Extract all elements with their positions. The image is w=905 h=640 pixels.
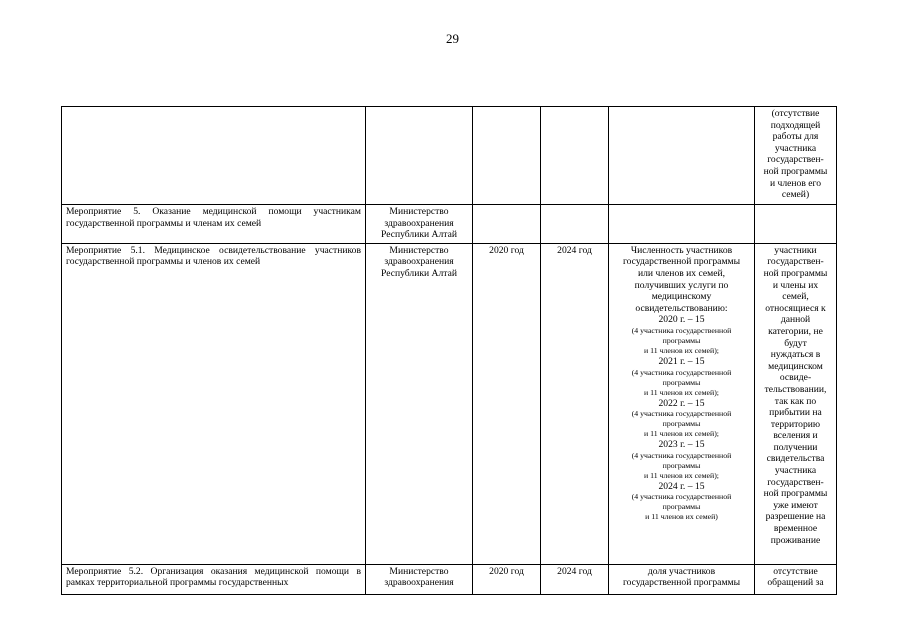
note-line: нуждаться в xyxy=(770,349,821,361)
executor-line: Министерство xyxy=(389,244,449,256)
page-number: 29 xyxy=(446,31,459,46)
indicator-line: и 11 членов их семей) xyxy=(645,512,718,522)
indicator-line: программы xyxy=(662,419,701,429)
end-year-cell: 2024 год xyxy=(541,564,609,594)
executor-line: Министерство xyxy=(389,565,449,577)
note-line: прибытии на xyxy=(769,407,822,419)
indicator-line: 2020 г. – 15 xyxy=(658,314,705,326)
note-line: тельствовании, xyxy=(764,383,827,395)
note-line: получении xyxy=(773,441,818,453)
table-row xyxy=(62,243,837,564)
note-line: подходящей xyxy=(770,119,821,131)
note-cell xyxy=(755,205,837,244)
start-year-cell: 2020 год xyxy=(473,243,541,564)
indicator-line: доля участников xyxy=(647,565,716,577)
executor-line: Республики Алтай xyxy=(381,267,457,279)
note-line: ной программы xyxy=(763,488,828,500)
executor-cell xyxy=(366,564,473,594)
note-line: свидетельства xyxy=(766,453,825,465)
indicator-line: 2023 г. – 15 xyxy=(658,439,705,451)
executor-line: здравоохранения xyxy=(384,217,454,229)
note-line: вселения и xyxy=(773,430,818,442)
indicator-cell xyxy=(609,243,755,564)
indicator-line: 2022 г. – 15 xyxy=(658,397,705,409)
executor-cell xyxy=(366,243,473,564)
activity-cell: Мероприятие 5.2. Организация оказания медицинской помощи в рамках территориальной программы государственных xyxy=(62,564,366,594)
indicator-line: и 11 членов их семей); xyxy=(644,387,719,397)
indicator-line: программы xyxy=(662,377,701,387)
indicator-line: или членов их семей, xyxy=(637,267,725,279)
indicator-line: (4 участника государственной xyxy=(631,450,732,460)
indicator-line: (4 участника государственной xyxy=(631,492,732,502)
note-line: семей, xyxy=(782,291,809,303)
indicator-line: получивших услуги по xyxy=(634,279,729,291)
note-line: семей) xyxy=(781,189,810,201)
note-line: участника xyxy=(774,142,817,154)
note-line: отсутствие xyxy=(773,565,818,577)
note-line: уже имеют xyxy=(773,499,818,511)
note-line: ной программы xyxy=(763,267,828,279)
indicator-line: (4 участника государственной xyxy=(631,409,732,419)
activity-cell: Мероприятие 5. Оказание медицинской помощи участникам государственной программы и членам их семей xyxy=(62,205,366,244)
executor-line: Республики Алтай xyxy=(381,229,457,241)
note-line: ной программы xyxy=(763,165,828,177)
note-line: относящиеся к xyxy=(765,302,826,314)
indicator-line: 2021 г. – 15 xyxy=(658,355,705,367)
indicator-cell xyxy=(609,564,755,594)
indicator-line: (4 участника государственной xyxy=(631,325,732,335)
indicator-line: государственной программы xyxy=(622,577,741,589)
note-line: государствен- xyxy=(767,256,824,268)
executor-line: здравоохранения xyxy=(384,577,454,589)
note-line: будут xyxy=(784,337,807,349)
indicator-line: (4 участника государственной xyxy=(631,367,732,377)
indicator-line: 2024 г. – 15 xyxy=(658,480,705,492)
note-line: медицинском xyxy=(768,360,823,372)
note-cell xyxy=(755,243,837,564)
note-line: территорию xyxy=(770,418,821,430)
note-line: разрешение на xyxy=(765,511,826,523)
activity-cell xyxy=(62,107,366,205)
indicator-line: и 11 членов их семей); xyxy=(644,429,719,439)
start-year-cell: 2020 год xyxy=(473,564,541,594)
table-row xyxy=(62,205,837,244)
measures-table xyxy=(61,106,837,595)
note-line: и членов его xyxy=(769,177,821,189)
end-year-cell: 2024 год xyxy=(541,243,609,564)
indicator-line: программы xyxy=(662,460,701,470)
indicator-line: программы xyxy=(662,335,701,345)
note-line: государствен- xyxy=(767,154,824,166)
table-row xyxy=(62,107,837,205)
note-line: (отсутствие xyxy=(771,108,820,119)
indicator-line: и 11 членов их семей); xyxy=(644,345,719,355)
indicator-line: и 11 членов их семей); xyxy=(644,470,719,480)
note-line: участника xyxy=(774,465,817,477)
executor-cell xyxy=(366,107,473,205)
note-line: категории, не xyxy=(768,325,823,337)
indicator-cell xyxy=(609,205,755,244)
indicator-cell xyxy=(609,107,755,205)
note-line: обращений за xyxy=(767,577,824,589)
table-row xyxy=(62,564,837,594)
note-cell xyxy=(755,564,837,594)
note-line: государствен- xyxy=(767,476,824,488)
indicator-line: медицинскому xyxy=(651,291,712,303)
note-line: освиде- xyxy=(779,372,812,384)
start-year-cell xyxy=(473,107,541,205)
note-line: работы для xyxy=(772,131,819,143)
indicator-line: Численность участников xyxy=(630,244,733,256)
indicator-line: государственной программы xyxy=(622,256,741,268)
executor-cell xyxy=(366,205,473,244)
executor-line: здравоохранения xyxy=(384,256,454,268)
indicator-line: программы xyxy=(662,502,701,512)
note-line: так как по xyxy=(774,395,817,407)
note-line: участники xyxy=(774,244,817,256)
activity-cell: Мероприятие 5.1. Медицинское освидетельствование участников государственной программы и членов их семей xyxy=(62,243,366,564)
start-year-cell xyxy=(473,205,541,244)
note-line: данной xyxy=(780,314,811,326)
note-cell xyxy=(755,107,837,205)
note-line: временное xyxy=(773,523,818,535)
note-line: и члены их xyxy=(772,279,819,291)
end-year-cell xyxy=(541,107,609,205)
note-line: проживание xyxy=(770,534,821,546)
end-year-cell xyxy=(541,205,609,244)
indicator-line: освидетельствованию: xyxy=(635,302,728,314)
executor-line: Министерство xyxy=(389,206,449,217)
